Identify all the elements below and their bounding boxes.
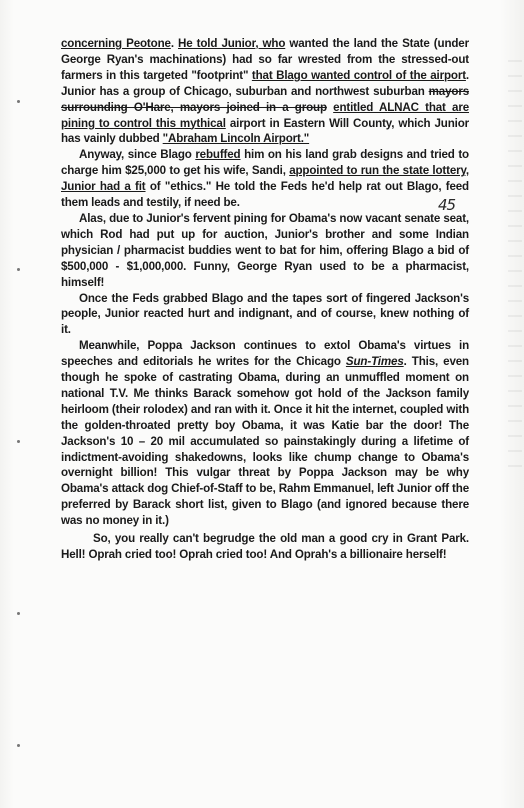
text-segment: Meanwhile, Poppa Jackson continues to extol Obama's virtues in speeches and editorials he writes for the Chicago [61, 339, 469, 369]
text-column [61, 36, 469, 563]
text-segment: So, you really can't begrudge the old man a good cry in Grant Park. Hell! Oprah cried too! Oprah cried too! And Oprah's a billionaire herself! [61, 532, 469, 561]
paragraph [61, 36, 469, 147]
text-segment: airport in Eastern Will County, which Junior has vainly dubbed [61, 116, 470, 146]
show-through-bleed [508, 60, 522, 480]
paragraph [61, 531, 469, 563]
paragraph [61, 291, 469, 339]
text-segment: Alas, due to Junior's fervent pining for Obama's now vacant senate seat, which Rod had put up for auction, Junior's brother and some Indian physician / pharmacist buddies went to bat for him, offering Blago a bid of $500,000 - $1,000,000. Funny, George Ryan used to be a pharmacist, himself! [61, 211, 469, 289]
text-segment: concerning Peotone [61, 37, 171, 50]
text-segment: He told Junior, who [178, 37, 286, 50]
margin-dot [17, 612, 20, 615]
paragraph [61, 211, 469, 291]
text-segment: . This, even though he spoke of castrating Obama, during an unmuffled moment on national T.V. Me thinks Barack somehow got hold of the Jackson family heirloom (their rolodex) and ran with it. Once it hit the internet, coupled with the golden-throated pretty boy Obama, it was Katie bar the door! The Jackson's 10 – 20 mil accumulated so painstakingly during a lifetime of indictment-avoiding shakedowns, looks like chump change to Obama's overnight billion! This vulgar threat by Poppa Jackson may be why Obama's attack dog Chief-of-Staff to be, Rahm Emmanuel, left Junior off the preferred by Barack short list, given to Blago (and ignored because there was no money in it.) [61, 355, 469, 528]
text-segment: entitled ALNAC that are pining to control this mythical [61, 100, 469, 130]
text-segment: . Junior has a group of Chicago, suburban and northwest suburban [61, 68, 469, 98]
margin-dot [17, 744, 20, 747]
handwritten-page-number: 45 [438, 196, 456, 214]
text-segment: mayors surrounding O'Hare, mayors joined in a group [61, 84, 469, 114]
text-segment: wanted the land the State (under George Ryan's machinations) had so far wrested from the stressed-out farmers in this targeted "footprint" [61, 37, 469, 82]
text-segment: Once the Feds grabbed Blago and the tapes sort of fingered Jackson's people, Junior reacted hurt and indignant, and of course, knew nothing of it. [61, 291, 469, 337]
text-segment: rebuffed [195, 148, 241, 162]
text-segment: appointed to run the state lottery, Junior had a fit [61, 164, 469, 194]
paragraph [61, 147, 469, 211]
text-segment: "Abraham Lincoln Airport." [162, 132, 310, 146]
text-segment: Anyway, since Blago [79, 148, 196, 162]
margin-dot [17, 100, 20, 103]
text-segment: . [170, 37, 179, 50]
margin-dot [17, 440, 20, 443]
text-segment: that Blago wanted control of the airport [251, 68, 466, 82]
text-segment: Sun-Times [345, 355, 404, 369]
margin-dot [17, 268, 20, 271]
text-segment: of "ethics." He told the Feds he'd help rat out Blago, feed them leads and testily, if need be. [61, 180, 469, 210]
text-segment: him on his land grab designs and tried to charge him $25,000 to get his wife, Sandi, [61, 148, 469, 178]
paragraph [61, 338, 469, 529]
